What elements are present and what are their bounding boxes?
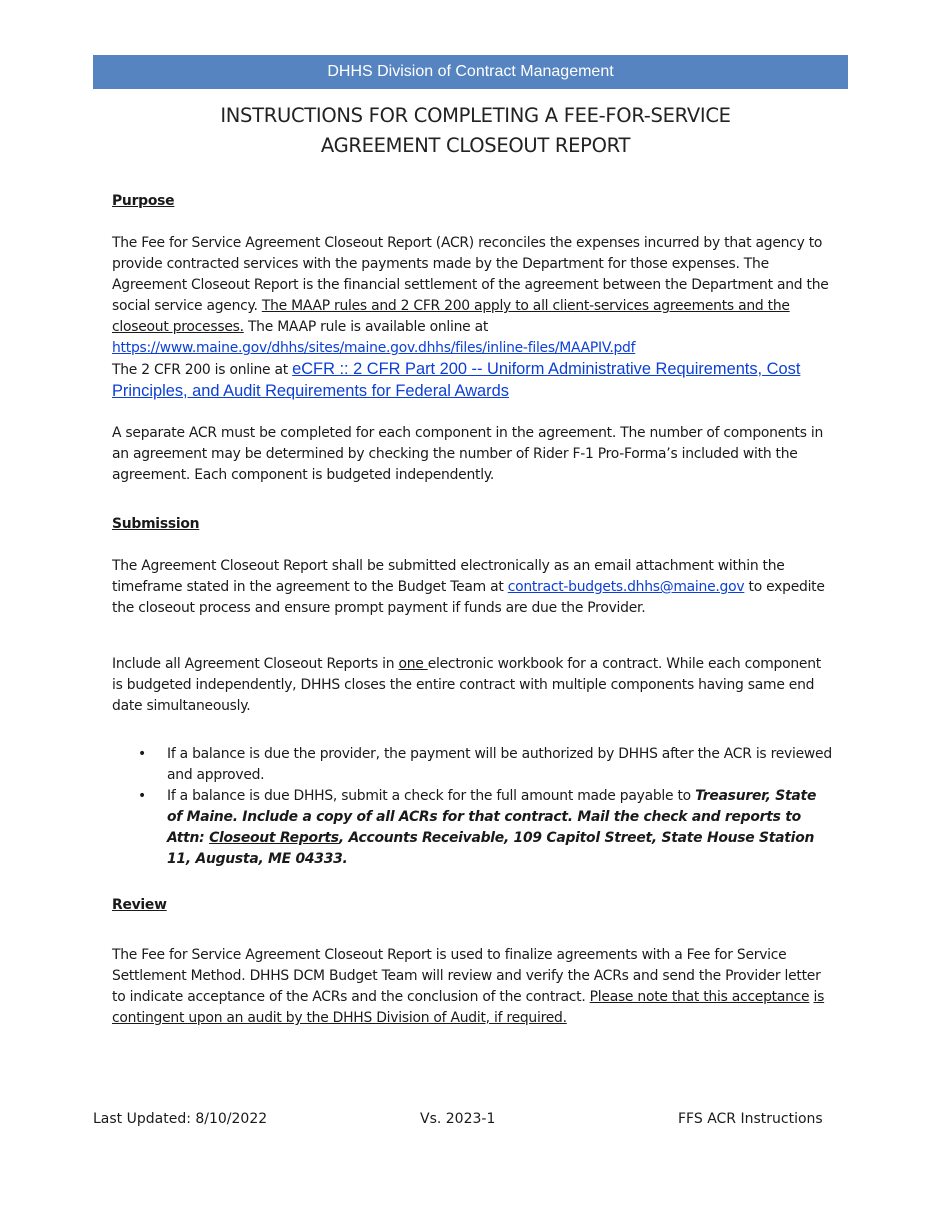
one-emphasis: one	[398, 656, 428, 672]
review-heading: Review	[112, 897, 167, 913]
mailing-address: , Accounts Receivable, 109 Capitol Street, State House Station 11, Augusta, ME 04333.	[167, 830, 815, 867]
budget-team-email-link[interactable]: contract-budgets.dhhs@maine.gov	[507, 579, 745, 595]
maap-availability-text: The MAAP rule is available online at	[243, 319, 489, 335]
purpose-heading: Purpose	[112, 193, 175, 209]
list-item	[138, 786, 834, 870]
document-body	[112, 191, 834, 1029]
review-paragraph	[112, 945, 834, 1029]
bullet-icon: •	[138, 746, 146, 762]
payee-mailing-instructions: Treasurer, State of Maine. Include a copy of all ACRs for that contract. Mail the check and reports to Attn:	[167, 788, 817, 846]
bullet-provider-text: If a balance is due the provider, the payment will be authorized by DHHS after the ACR is reviewed and approved.	[167, 746, 832, 783]
footer-version: Vs. 2023-1	[420, 1111, 496, 1127]
closeout-reports-attn: Closeout Reports	[209, 830, 339, 846]
submission-text: The Agreement Closeout Report shall be submitted electronically as an email attachment within the timeframe stated in the agreement to the Budget Team at	[112, 558, 785, 595]
page-title	[93, 101, 858, 161]
component-paragraph: A separate ACR must be completed for each component in the agreement. The number of components in an agreement may be determined by checking the number of Rider F-1 Pro-Forma’s included with the agreement. Each component is budgeted independently.	[112, 425, 824, 483]
submission-paragraph	[112, 556, 834, 619]
footer-last-updated: Last Updated: 8/10/2022	[93, 1111, 268, 1127]
title-line-2: AGREEMENT CLOSEOUT REPORT	[320, 134, 631, 157]
purpose-text: The Fee for Service Agreement Closeout Report (ACR) reconciles the expenses incurred by that agency to provide contracted services with the payments made by the Department for those expenses. The Agreement Closeout Report is the financial settlement of the agreement between the Department and the social service agency.	[112, 235, 829, 314]
header-banner: DHHS Division of Contract Management	[93, 55, 848, 89]
bullet-dhhs-text: If a balance is due DHHS, submit a check for the full amount made payable to	[167, 788, 696, 804]
submission-text-tail: to expedite the closeout process and ensure prompt payment if funds are due the Provider.	[112, 579, 825, 616]
cfr-intro-text: The 2 CFR 200 is online at	[112, 362, 293, 378]
title-line-1: INSTRUCTIONS FOR COMPLETING A FEE-FOR-SERVICE	[220, 104, 731, 127]
list-item	[138, 744, 834, 786]
workbook-paragraph	[112, 654, 834, 717]
maap-link[interactable]: https://www.maine.gov/dhhs/sites/maine.gov.dhhs/files/inline-files/MAAPIV.pdf	[112, 340, 636, 356]
purpose-paragraph	[112, 233, 834, 403]
workbook-text: Include all Agreement Closeout Reports in	[112, 656, 399, 672]
review-text: The Fee for Service Agreement Closeout Report is used to finalize agreements with a Fee for Service Settlement Method. DHHS DCM Budget Team will review and verify the ACRs and send the Provider letter to indicate acceptance of the ACRs and the conclusion of the contract.	[112, 947, 821, 1005]
maap-cfr-note: The MAAP rules and 2 CFR 200 apply to all client-services agreements and the closeout processes.	[112, 298, 790, 335]
audit-contingency-note: is contingent upon an audit by the DHHS Division of Audit, if required.	[112, 989, 825, 1026]
acceptance-note: Please note that this acceptance	[589, 989, 810, 1005]
footer-document-name: FFS ACR Instructions	[678, 1111, 823, 1127]
submission-heading: Submission	[112, 516, 200, 532]
ecfr-link[interactable]: eCFR :: 2 CFR Part 200 -- Uniform Administrative Requirements, Cost Principles, and Audit Requirements for Federal Awards	[112, 360, 801, 400]
balance-list	[112, 744, 834, 870]
bullet-icon: •	[138, 788, 146, 804]
workbook-text-tail: electronic workbook for a contract. While each component is budgeted independently, DHHS closes the entire contract with multiple components having same end date simultaneously.	[112, 656, 821, 714]
